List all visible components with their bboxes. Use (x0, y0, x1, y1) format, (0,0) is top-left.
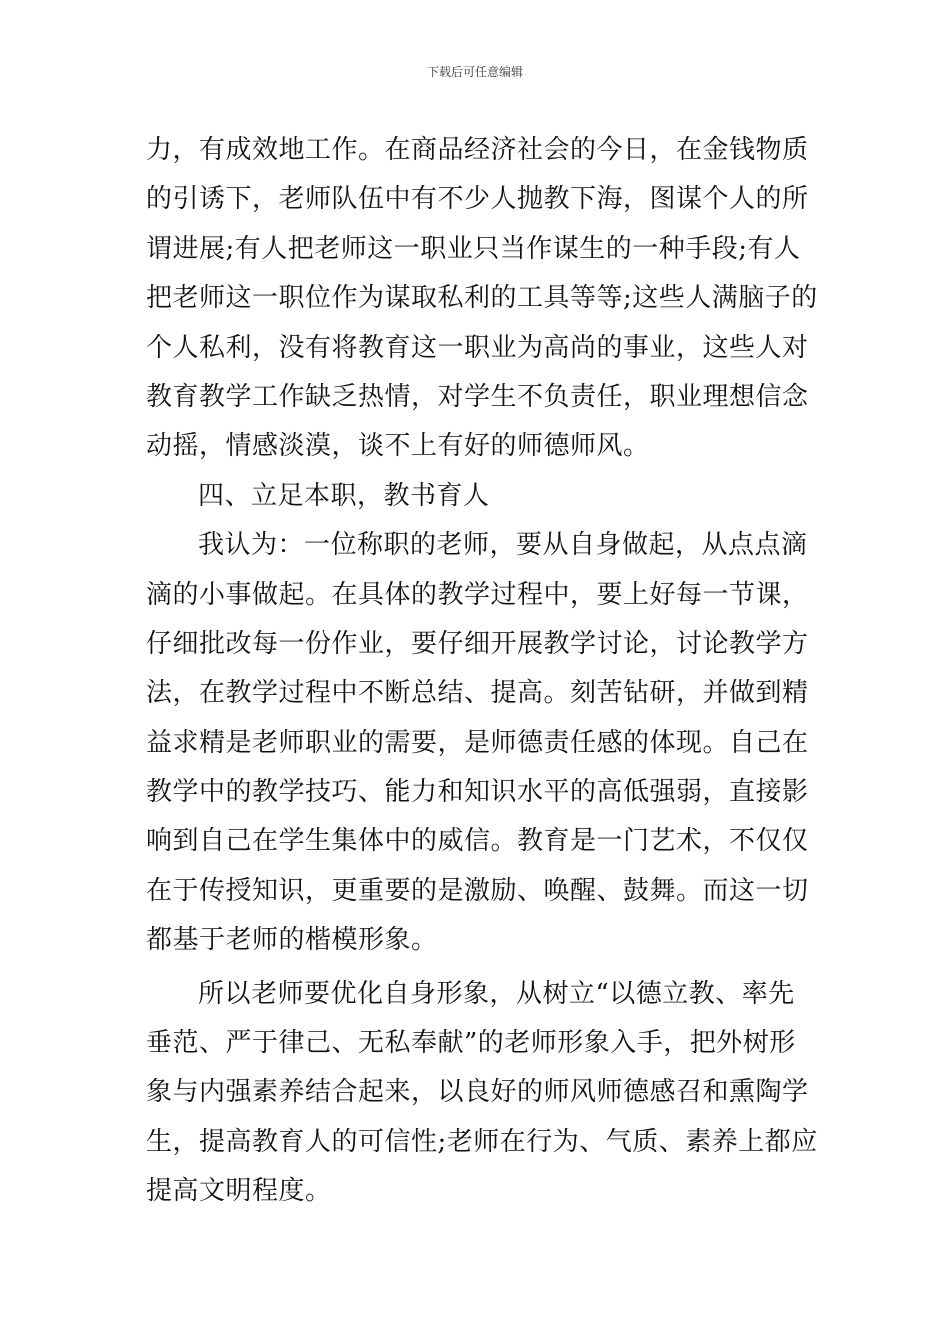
text-line: 谓进展;有人把老师这一职业只当作谋生的一种手段;有人 (146, 233, 801, 264)
section-heading (146, 472, 806, 521)
text-line: 提高文明程度。 (146, 1176, 332, 1207)
text-line: 法，在教学过程中不断总结、提高。刻苦钻研，并做到精 (146, 678, 809, 709)
page-header: 下载后可任意编辑 (426, 65, 523, 79)
text-line: 滴的小事做起。在具体的教学过程中，要上好每一节课， (146, 579, 809, 610)
text-line: 个人私利，没有将教育这一职业为高尚的事业，这些人对 (146, 332, 809, 363)
text-line: 在于传授知识，更重要的是激励、唤醒、鼓舞。而这一切 (146, 875, 809, 906)
text-line: 我认为：一位称职的老师，要从自身做起，从点点滴 (198, 530, 808, 561)
text-line: 益求精是老师职业的需要，是师德责任感的体现。自己在 (146, 727, 809, 758)
text-line: 把老师这一职位作为谋取私利的工具等等;这些人满脑子的 (146, 283, 818, 314)
section-heading-text: 四、立足本职，教书育人 (198, 480, 490, 511)
paragraph-self-improvement (146, 521, 809, 966)
text-line: 垂范、严于律己、无私奉献”的老师形象入手，把外树形 (146, 1028, 796, 1059)
text-line: 所以老师要优化自身形象，从树立“以德立教、率先 (198, 978, 795, 1009)
text-line: 教学中的教学技巧、能力和知识水平的高低强弱，直接影 (146, 777, 809, 808)
paragraph-teacher-image (146, 970, 818, 1217)
text-line: 都基于老师的楷模形象。 (146, 925, 438, 956)
text-line: 力，有成效地工作。在商品经济社会的今日，在金钱物质 (146, 135, 809, 165)
text-line: 教育教学工作缺乏热情，对学生不负责任，职业理想信念 (146, 381, 809, 412)
text-line: 动摇，情感淡漠，谈不上有好的师德师风。 (146, 431, 650, 462)
text-line: 生，提高教育人的可信性;老师在行为、气质、素养上都应 (146, 1126, 818, 1157)
text-line: 的引诱下，老师队伍中有不少人抛教下海，图谋个人的所 (146, 184, 809, 215)
text-line: 响到自己在学生集体中的威信。教育是一门艺术，不仅仅 (146, 826, 809, 857)
paragraph-teacher-motivation (146, 126, 818, 472)
text-line: 象与内强素养结合起来，以良好的师风师德感召和熏陶学 (146, 1077, 809, 1108)
text-line: 仔细批改每一份作业，要仔细开展教学讨论，讨论教学方 (146, 628, 809, 659)
document-body (146, 126, 818, 1217)
